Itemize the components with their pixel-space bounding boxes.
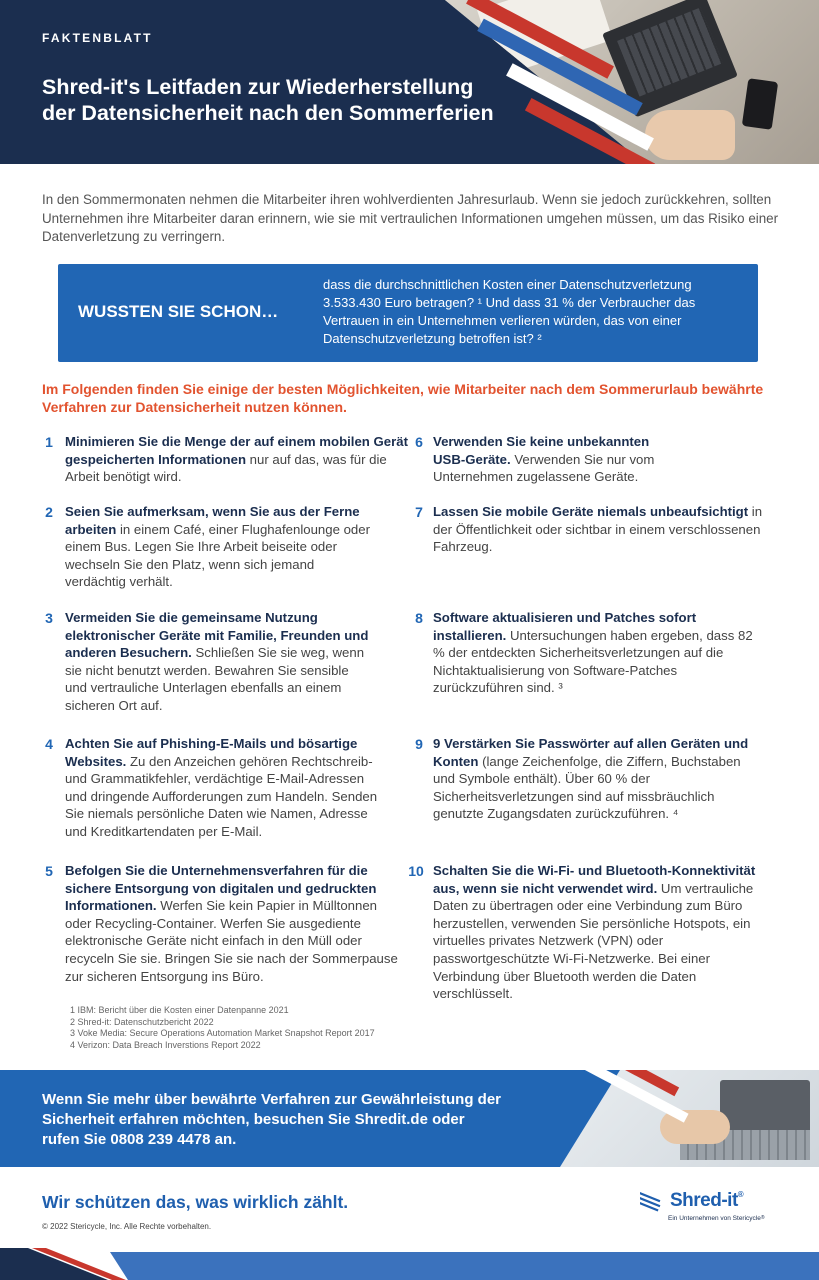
tip-number: 7	[415, 504, 423, 520]
did-you-know-text: dass die durchschnittlichen Kosten einer Datenschutzverletzung 3.533.430 Euro betragen? ¹ Und dass 31 % der Verbraucher das Vertrauen in ein Unternehmen verlieren würden, das von einer Datenschutzverletzung betroffen ist? ²	[323, 277, 696, 346]
tip-item	[65, 735, 385, 841]
did-you-know-box	[58, 264, 758, 362]
tip-number: 4	[45, 736, 53, 752]
tip-item	[433, 862, 778, 1003]
tip-number: 1	[45, 434, 53, 450]
intro-paragraph: In den Sommermonaten nehmen die Mitarbeiter ihren wohlverdienten Jahresurlaub. Wenn sie jedoch zurückkehren, sollten Unternehmen ihre Mitarbeiter daran erinnern, wie sie mit vertraulichen Informationen umgehen müssen, um das Risiko einer Datenverletzung zu verringern.	[42, 192, 779, 244]
reference-item: 1 IBM: Bericht über die Kosten einer Datenpanne 2021	[70, 1005, 289, 1015]
logo-name: Shred-it®	[670, 1190, 744, 1211]
tip-heading: Software aktualisieren und Patches sofort installieren.	[433, 610, 697, 643]
tip-heading: Seien Sie aufmerksam, wenn Sie aus der Ferne arbeiten	[65, 504, 360, 537]
tip-body: nur auf das, was für die Arbeit benötigt wird.	[65, 451, 387, 485]
cta-photo	[560, 1070, 819, 1167]
cta-band	[0, 1070, 819, 1167]
tip-heading: Verwenden Sie keine unbekannten USB-Geräte.	[433, 434, 650, 467]
tip-item	[65, 433, 410, 486]
tip-body: Untersuchungen haben ergeben, dass 82 % der entdeckten Sicherheitsverletzungen auf die Nichtaktualisierung von Software-Patches zurückzuführen sind. ³	[433, 627, 753, 696]
tip-body: Schließen Sie sie weg, wenn sie nicht benutzt werden. Bewahren Sie sensible und vertrauliche Unterlagen ebenfalls an einem sicheren Ort auf.	[65, 645, 365, 713]
tip-number: 5	[45, 863, 53, 879]
tip-body: in der Öffentlichkeit oder sichtbar in einem verschlossenen Fahrzeug.	[433, 504, 763, 555]
shredit-logo	[640, 1190, 780, 1230]
tip-heading: Achten Sie auf Phishing-E-Mails und bösartige Websites.	[65, 736, 358, 769]
logo-subtitle: Ein Unternehmen von Stericycle®	[668, 1215, 765, 1222]
tip-heading: 9 Verstärken Sie Passwörter auf allen Geräten und Konten	[433, 736, 749, 769]
tip-body: in einem Café, einer Flughafenlounge oder einem Bus. Legen Sie Ihre Arbeit beiseite oder wechseln Sie den Platz, wenn sich jemand verdächtig verhält.	[65, 521, 370, 590]
tip-item	[433, 609, 758, 697]
tagline: Wir schützen das, was wirklich zählt.	[42, 1192, 349, 1212]
tip-item	[65, 503, 370, 591]
doc-kicker: FAKTENBLATT	[42, 31, 153, 45]
tip-number: 3	[45, 610, 53, 626]
tip-item	[65, 609, 370, 715]
tip-body: Zu den Anzeichen gehören Rechtschreib- und Grammatikfehler, verdächtige E-Mail-Adressen und dringende Aufforderungen zum Handeln. Senden Sie niemals persönliche Daten wie Namen, Adresse und Kreditkartendaten per E-Mail.	[65, 753, 378, 839]
tip-item	[433, 735, 763, 823]
tip-body: Werfen Sie kein Papier in Mülltonnen oder Recycling-Container. Werfen Sie ausgediente elektronische Geräte nicht einfach in den Müll oder recyceln Sie sie. Bringen Sie sie nach der Sommerpause zur sicheren Entsorgung ins Büro.	[65, 898, 398, 984]
cta-text: Wenn Sie mehr über bewährte Verfahren zur Gewährleistung der Sicherheit erfahren möchten, besuchen Sie Shredit.de oder rufen Sie 0808 239 4478 an.	[42, 1091, 502, 1148]
tip-number: 6	[415, 434, 423, 450]
tip-body: Verwenden Sie nur vom Unternehmen zugelassene Geräte.	[433, 451, 655, 485]
title-line: Shred-it's Leitfaden zur Wiederherstellung	[42, 75, 474, 99]
tip-heading: Minimieren Sie die Menge der auf einem mobilen Gerät gespeicherten Informationen	[65, 434, 408, 467]
lead-paragraph: Im Folgenden finden Sie einige der besten Möglichkeiten, wie Mitarbeiter nach dem Sommerurlaub bewährte Verfahren zur Datensicherheit nutzen können.	[42, 381, 764, 415]
tip-item	[433, 433, 683, 486]
references	[70, 1005, 375, 1051]
tip-number: 8	[415, 610, 423, 626]
tip-heading: Vermeiden Sie die gemeinsame Nutzung elektronischer Geräte mit Familie, Freunden und anderen Besuchern.	[65, 610, 369, 661]
did-you-know-title: WUSSTEN SIE SCHON…	[78, 302, 279, 321]
tip-body: (lange Zeichenfolge, die Ziffern, Buchstaben und Symbole enthält). Über 60 % der Sicherheitsverletzungen sind auf missbräuchlich genutzte Zugangsdaten zurückzuführen. ⁴	[433, 753, 741, 822]
tip-item	[433, 503, 763, 556]
bottom-decor	[0, 1248, 819, 1280]
tip-body: Um vertrauliche Daten zu übertragen oder eine Verbindung zum Büro herzustellen, verwenden Sie persönliche Hotspots, ein virtuelles privates Netzwerk (VPN) oder passwortgeschützte Wi-Fi-Netzwerke. Bei einer Verbindung über Bluetooth werden die Daten verschlüsselt.	[433, 880, 754, 1002]
header-banner	[0, 0, 819, 164]
tip-heading: Lassen Sie mobile Geräte niemals unbeaufsichtigt	[433, 504, 749, 519]
copyright: © 2022 Stericycle, Inc. Alle Rechte vorbehalten.	[42, 1222, 212, 1231]
tip-heading: Schalten Sie die Wi-Fi- und Bluetooth-Konnektivität aus, wenn sie nicht verwendet wird.	[433, 863, 756, 896]
tip-number: 9	[415, 736, 423, 752]
tip-heading: Befolgen Sie die Unternehmensverfahren für die sichere Entsorgung von digitalen und gedruckten Informationen.	[65, 863, 377, 914]
tip-number: 10	[408, 863, 424, 879]
reference-item: 4 Verizon: Data Breach Inverstions Report 2022	[70, 1039, 261, 1050]
tip-number: 2	[45, 504, 53, 520]
reference-item: 3 Voke Media: Secure Operations Automation Market Snapshot Report 2017	[70, 1028, 375, 1039]
page-title	[42, 74, 542, 126]
title-line: der Datensicherheit nach den Sommerferien	[42, 101, 494, 125]
reference-item: 2 Shred-it: Datenschutzbericht 2022	[70, 1016, 214, 1027]
tip-item	[65, 862, 405, 985]
shredit-logo-icon	[640, 1190, 668, 1212]
